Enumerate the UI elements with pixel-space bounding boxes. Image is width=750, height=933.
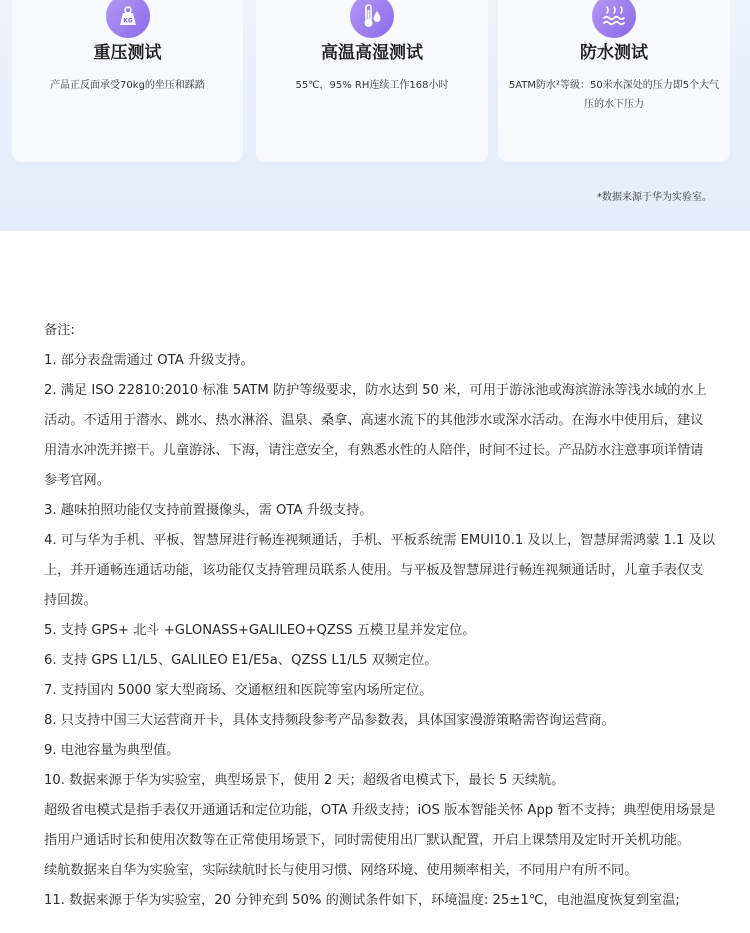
card-title: 重压测试 <box>93 43 162 63</box>
card-description: 产品正反面承受70kg的坐压和踩踏 <box>50 80 205 91</box>
card-title: 防水测试 <box>580 43 648 63</box>
note-item: 10. 数据来源于华为实验室，典型场景下，使用 2 天；超级省电模式下，最长 5 天续航。 <box>44 773 565 788</box>
note-item: 7. 支持国内 5000 家大型商场、交通枢纽和医院等室内场所定位。 <box>44 683 433 698</box>
data-source-note: *数据来源于华为实验室。 <box>597 192 712 203</box>
note-item: 9. 电池容量为典型值。 <box>44 743 180 758</box>
note-item: 4. 可与华为手机、平板、智慧屏进行畅连视频通话，手机、平板系统需 EMUI10.1 及以上，智慧屏需鸿蒙 1.1 及以上，并开通畅连通话功能，该功能仅支持管理员联系人使用。与平板及智慧屏进行畅连视频通话时，儿童手表仅支持回拨。 <box>44 533 716 608</box>
card-description: 5ATM防水²等级：50米水深处的压力即5个大气压的水下压力 <box>508 80 720 110</box>
note-item: 5. 支持 GPS+ 北斗 +GLONASS+GALILEO+QZSS 五模卫星并发定位。 <box>44 623 476 638</box>
note-item: 8. 只支持中国三大运营商开卡，具体支持频段参考产品参数表，具体国家漫游策略需咨询运营商。 <box>44 713 615 728</box>
note-item: 2. 满足 ISO 22810:2010 标准 5ATM 防护等级要求，防水达到 50 米，可用于游泳池或海滨游泳等浅水域的水上活动。不适用于潜水、跳水、热水淋浴、温泉、桑拿、高速水流下的其他涉水或深水活动。在海水中使用后，建议用清水冲洗并擦干。儿童游泳、下海，请注意安全，有熟悉水性的人陪伴，时间不过长。产品防水注意事项详情请参考官网。 <box>44 383 707 488</box>
thermometer-icon <box>350 0 394 38</box>
note-item: 3. 趣味拍照功能仅支持前置摄像头，需 OTA 升级支持。 <box>44 503 373 518</box>
card-heat-humidity-test <box>256 0 488 162</box>
note-item: 超级省电模式是指手表仅开通通话和定位功能，OTA 升级支持；iOS 版本智能关怀 App 暂不支持；典型使用场景是指用户通话时长和使用次数等在正常使用场景下，同时需使用出厂默认配置，开启上课禁用及定时开关机功能。 <box>44 803 716 848</box>
card-title: 高温高湿测试 <box>321 43 423 63</box>
weight-icon <box>106 0 150 38</box>
note-item: 1. 部分表盘需通过 OTA 升级支持。 <box>44 353 254 368</box>
water-waves-icon <box>592 0 636 38</box>
card-waterproof-test <box>498 0 730 162</box>
test-section <box>0 0 750 231</box>
svg-text:KG: KG <box>122 17 133 25</box>
note-item: 11. 数据来源于华为实验室，20 分钟充到 50% 的测试条件如下，环境温度: 25±1℃，电池温度恢复到室温; <box>44 893 680 908</box>
notes-title: 备注: <box>44 323 75 338</box>
note-item: 6. 支持 GPS L1/L5、GALILEO E1/E5a、QZSS L1/L5 双频定位。 <box>44 653 438 668</box>
card-pressure-test <box>12 0 243 162</box>
card-description: 55℃，95% RH连续工作168小时 <box>295 80 449 91</box>
footnotes <box>44 316 716 916</box>
note-item: 续航数据来自华为实验室，实际续航时长与使用习惯、网络环境、使用频率相关，不同用户有所不同。 <box>44 863 638 878</box>
